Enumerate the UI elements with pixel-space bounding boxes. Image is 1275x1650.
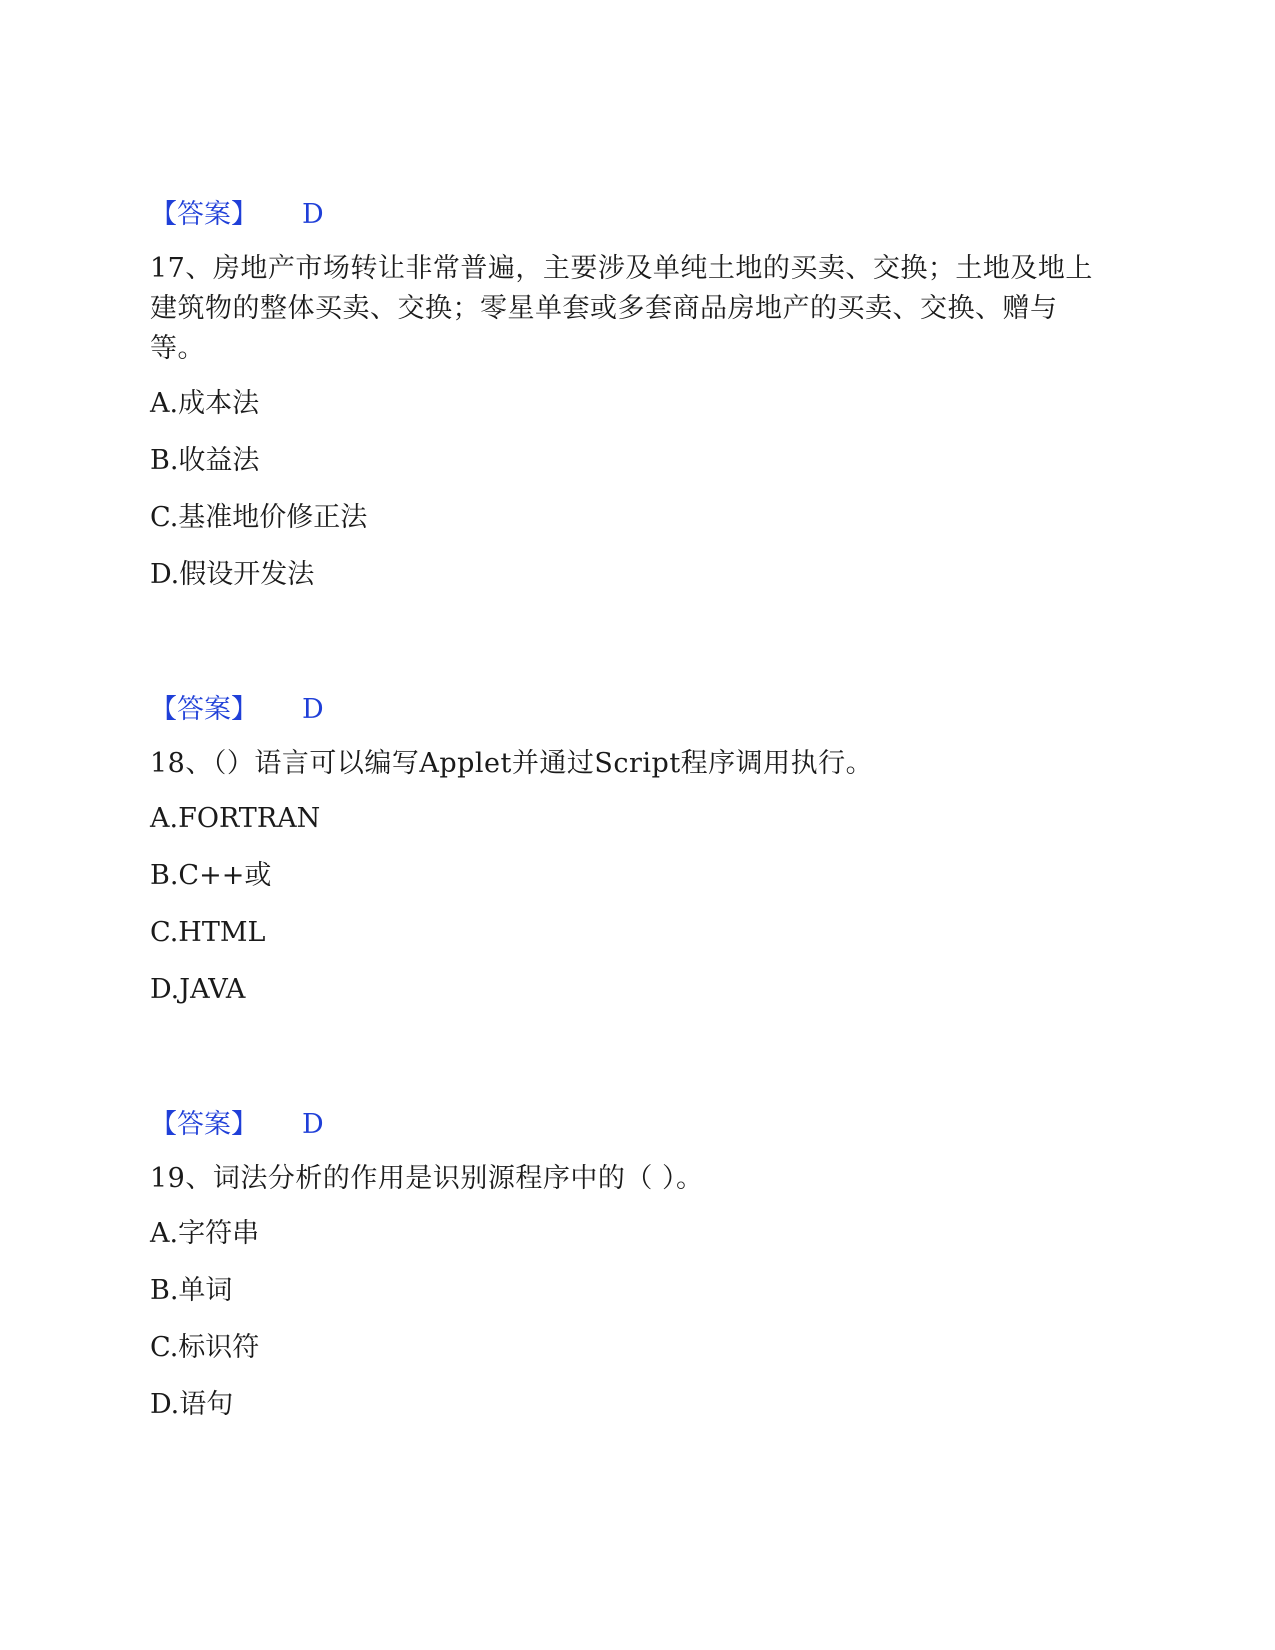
option-a: A.字符串 xyxy=(150,1218,260,1249)
option-a: A.FORTRAN xyxy=(150,803,321,834)
option-c: C.标识符 xyxy=(150,1332,260,1363)
question-text: 17、房地产市场转让非常普遍，主要涉及单纯土地的买卖、交换；土地及地上建筑物的整体买卖、交换；零星单套或多套商品房地产的买卖、交换、赠与等。 xyxy=(150,253,1093,364)
option-d: D.语句 xyxy=(150,1389,234,1420)
option-d: D.假设开发法 xyxy=(150,559,315,590)
option-c: C.HTML xyxy=(150,917,266,948)
option-b: B.单词 xyxy=(150,1275,233,1306)
option-b: B.C++或 xyxy=(150,860,272,891)
option-c: C.基准地价修正法 xyxy=(150,502,368,533)
question-text: 18、（）语言可以编写Applet并通过Script程序调用执行。 xyxy=(150,748,874,779)
option-d: D.JAVA xyxy=(150,974,246,1005)
answer-label: 【答案】 xyxy=(150,1109,258,1140)
answer-value: D xyxy=(302,199,324,230)
question-block-17 xyxy=(150,195,1110,595)
answer-label: 【答案】 xyxy=(150,199,258,230)
answer-line xyxy=(150,690,1110,730)
answer-value: D xyxy=(302,1109,324,1140)
answer-value: D xyxy=(302,694,324,725)
answer-line xyxy=(150,1105,1110,1145)
option-b: B.收益法 xyxy=(150,445,260,476)
option-a: A.成本法 xyxy=(150,388,260,419)
question-text: 19、词法分析的作用是识别源程序中的（ ）。 xyxy=(150,1163,704,1194)
answer-line xyxy=(150,195,1110,235)
question-block-19 xyxy=(150,1105,1110,1425)
answer-label: 【答案】 xyxy=(150,694,258,725)
question-block-18 xyxy=(150,690,1110,1010)
